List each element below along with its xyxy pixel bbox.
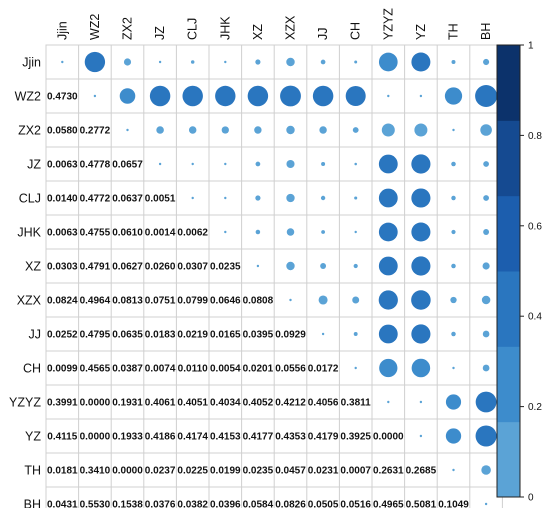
value-label: 0.0063 xyxy=(47,227,78,239)
row-label: XZ xyxy=(25,259,41,274)
correlation-circle xyxy=(150,86,170,106)
value-label: 0.0813 xyxy=(112,295,143,307)
value-label: 0.0074 xyxy=(144,363,176,375)
value-label: 0.0799 xyxy=(177,295,208,307)
correlation-circle xyxy=(254,126,261,133)
correlation-circle xyxy=(483,365,490,372)
value-label: 0.3925 xyxy=(340,431,371,443)
value-label: 0.0556 xyxy=(275,363,306,375)
correlation-circle xyxy=(321,60,326,65)
correlation-circle xyxy=(452,129,454,131)
value-label: 0.0219 xyxy=(177,329,208,341)
value-label: 0.0610 xyxy=(112,227,143,239)
value-label: 0.0826 xyxy=(275,499,306,508)
correlation-circle xyxy=(379,223,398,242)
correlation-circle xyxy=(224,197,226,199)
correlation-circle xyxy=(322,333,324,335)
value-label: 0.5530 xyxy=(79,499,111,508)
value-label: 0.0516 xyxy=(340,499,371,508)
value-label: 0.4772 xyxy=(79,193,111,205)
correlation-circle xyxy=(321,162,325,166)
correlation-circle xyxy=(446,428,461,443)
correlation-circle xyxy=(481,465,491,475)
correlation-circle xyxy=(387,401,389,403)
column-label: JZ xyxy=(153,26,168,40)
value-label: 0.0637 xyxy=(112,193,143,205)
correlation-circle xyxy=(355,367,357,369)
correlation-circle xyxy=(446,394,461,409)
correlation-circle xyxy=(159,163,161,165)
correlation-circle xyxy=(352,297,359,304)
correlation-circle xyxy=(420,95,422,97)
column-label: BH xyxy=(479,22,494,40)
row-labels xyxy=(9,56,42,508)
correlation-circle xyxy=(485,503,487,505)
colorbar-tick-label: 0 xyxy=(528,492,534,504)
colorbar-legend xyxy=(497,41,542,504)
correlation-circle xyxy=(289,299,291,301)
value-label: 0.5081 xyxy=(405,499,437,508)
row-label: ZX2 xyxy=(18,123,41,138)
correlation-circle xyxy=(411,256,430,275)
row-label: XZX xyxy=(16,293,41,308)
correlation-circle xyxy=(420,401,422,403)
correlation-circle xyxy=(483,161,489,167)
value-label: 0.0505 xyxy=(307,499,339,508)
row-label: JZ xyxy=(27,157,41,172)
value-label: 0.1538 xyxy=(112,499,143,508)
value-label: 0.0000 xyxy=(373,431,404,443)
value-label: 0.0376 xyxy=(144,499,176,508)
value-label: 0.4730 xyxy=(47,91,78,103)
correlation-circle xyxy=(411,222,430,241)
correlation-circle xyxy=(420,435,422,437)
correlation-circle xyxy=(321,196,325,200)
column-label: CLJ xyxy=(185,17,200,40)
correlation-circle xyxy=(346,86,366,106)
column-label: WZ2 xyxy=(87,13,102,40)
correlation-circle xyxy=(354,61,357,64)
colorbar-segment xyxy=(497,196,520,272)
correlation-circle xyxy=(287,228,295,236)
correlation-circle xyxy=(411,188,430,207)
value-label: 0.2631 xyxy=(373,465,404,477)
value-label: 0.1933 xyxy=(112,431,143,443)
value-label: 0.4179 xyxy=(307,431,339,443)
correlation-circle xyxy=(120,88,136,104)
correlation-circle xyxy=(313,86,333,106)
column-label: CH xyxy=(348,21,363,40)
value-label: 0.4791 xyxy=(79,261,111,273)
correlation-circle xyxy=(451,162,456,167)
colorbar-segment xyxy=(497,422,520,498)
value-label: 0.0303 xyxy=(47,261,78,273)
value-label: 0.0225 xyxy=(177,465,208,477)
correlation-circle xyxy=(414,123,427,136)
correlation-circle xyxy=(224,231,226,233)
value-label: 0.4795 xyxy=(79,329,111,341)
value-label: 0.0000 xyxy=(112,465,143,477)
correlation-circle xyxy=(248,86,268,106)
correlation-circle xyxy=(450,297,456,303)
correlation-circle xyxy=(354,196,357,199)
value-label: 0.0580 xyxy=(47,125,78,137)
correlation-circle xyxy=(483,262,490,269)
correlation-circle xyxy=(189,126,196,133)
value-label: 0.0014 xyxy=(144,227,176,239)
colorbar-tick-label: 0.6 xyxy=(528,221,542,233)
correlation-circle xyxy=(94,95,96,97)
value-label: 0.0751 xyxy=(144,295,176,307)
correlation-circle xyxy=(483,195,489,201)
value-label: 0.4186 xyxy=(144,431,176,443)
value-label: 0.0110 xyxy=(177,363,208,375)
correlation-circle xyxy=(379,189,398,208)
row-label: BH xyxy=(23,497,41,508)
column-label: TH xyxy=(446,23,461,40)
correlation-circle xyxy=(319,295,328,304)
correlation-circle xyxy=(411,53,430,72)
correlation-circle xyxy=(480,124,492,136)
value-label: 0.4177 xyxy=(242,431,274,443)
correlation-circle xyxy=(354,163,357,166)
colorbar-tick-label: 0.2 xyxy=(528,402,542,414)
value-label: 0.0063 xyxy=(47,159,78,171)
correlation-circle xyxy=(411,290,431,310)
correlation-circle xyxy=(257,265,259,267)
value-label: 0.0000 xyxy=(79,431,111,443)
correlation-circle xyxy=(256,162,261,167)
value-label: 0.0646 xyxy=(210,295,241,307)
correlation-circle xyxy=(451,230,455,234)
value-label: 0.4755 xyxy=(79,227,111,239)
value-label: 0.0000 xyxy=(79,397,111,409)
correlation-circle xyxy=(411,154,430,173)
value-label: 0.0007 xyxy=(340,465,371,477)
colorbar-segment xyxy=(497,45,520,121)
correlation-circle xyxy=(192,163,194,165)
value-label: 0.1931 xyxy=(112,397,143,409)
correlation-circle xyxy=(354,264,358,268)
correlation-circle xyxy=(286,126,294,134)
value-labels xyxy=(47,92,469,508)
value-label: 0.4353 xyxy=(275,431,306,443)
value-label: 0.3811 xyxy=(340,397,371,409)
column-labels xyxy=(55,8,493,40)
value-label: 0.0054 xyxy=(210,363,241,375)
correlation-circle xyxy=(452,60,456,64)
row-label: CH xyxy=(22,361,41,376)
value-label: 0.0457 xyxy=(275,465,306,477)
correlation-circle xyxy=(224,61,226,63)
colorbar-tick-label: 1 xyxy=(528,40,534,52)
row-label: YZ xyxy=(25,429,41,444)
value-label: 0.0183 xyxy=(144,329,176,341)
value-label: 0.3991 xyxy=(47,397,78,409)
value-label: 0.0929 xyxy=(275,329,306,341)
correlation-circle xyxy=(159,61,161,63)
correlation-circle xyxy=(321,230,325,234)
correlation-circle xyxy=(475,85,497,107)
value-label: 0.0307 xyxy=(177,261,208,273)
correlation-circle xyxy=(451,332,455,336)
correlation-circle xyxy=(286,160,294,168)
value-label: 0.4051 xyxy=(177,397,208,409)
correlation-circle xyxy=(255,195,260,200)
correlation-circle xyxy=(255,59,260,64)
correlation-circle xyxy=(379,53,398,72)
correlation-circle xyxy=(382,123,395,136)
column-label: ZX2 xyxy=(120,17,135,40)
correlation-circle xyxy=(222,126,229,133)
value-label: 0.4061 xyxy=(144,397,176,409)
correlation-circle xyxy=(320,263,326,269)
value-label: 0.0387 xyxy=(112,363,143,375)
correlation-circle xyxy=(476,425,497,446)
value-label: 0.0252 xyxy=(47,329,78,341)
correlation-circle xyxy=(483,59,489,65)
value-label: 0.0231 xyxy=(307,465,339,477)
value-label: 0.0201 xyxy=(242,363,274,375)
correlation-circle xyxy=(379,257,398,276)
correlation-circle xyxy=(224,163,226,165)
value-label: 0.1049 xyxy=(438,499,469,508)
value-label: 0.0235 xyxy=(242,465,274,477)
value-label: 0.4965 xyxy=(373,499,404,508)
correlation-circle xyxy=(355,231,357,233)
column-label: YZYZ xyxy=(381,8,396,40)
value-label: 0.0172 xyxy=(307,363,339,375)
value-label: 0.4034 xyxy=(210,397,241,409)
correlation-circle xyxy=(451,196,455,200)
value-label: 0.0140 xyxy=(47,193,78,205)
correlation-circle xyxy=(379,325,398,344)
value-label: 0.0165 xyxy=(210,329,241,341)
value-label: 0.0808 xyxy=(242,295,274,307)
value-label: 0.0395 xyxy=(242,329,274,341)
correlation-circle xyxy=(319,126,326,133)
correlation-circle xyxy=(215,86,235,106)
value-label: 0.0181 xyxy=(47,465,78,477)
colorbar-tick-label: 0.8 xyxy=(528,130,542,142)
value-label: 0.4115 xyxy=(47,431,78,443)
column-label: XZ xyxy=(250,24,265,40)
value-label: 0.4964 xyxy=(79,295,111,307)
correlation-circle xyxy=(452,469,454,471)
value-label: 0.0260 xyxy=(144,261,176,273)
correlation-circle xyxy=(411,324,430,343)
value-label: 0.0199 xyxy=(210,465,241,477)
correlation-circle xyxy=(85,52,105,72)
column-label: JHK xyxy=(218,16,233,40)
value-label: 0.4174 xyxy=(177,431,208,443)
value-label: 0.0584 xyxy=(242,499,274,508)
value-label: 0.4778 xyxy=(79,159,111,171)
row-label: TH xyxy=(24,463,41,478)
row-label: YZYZ xyxy=(9,395,41,410)
value-label: 0.4056 xyxy=(307,397,339,409)
correlation-circle xyxy=(412,359,431,378)
value-label: 0.0657 xyxy=(112,159,143,171)
correlation-circle xyxy=(286,194,294,202)
column-label: JJ xyxy=(316,27,331,40)
colorbar-tick-label: 0.4 xyxy=(528,311,542,323)
value-label: 0.4052 xyxy=(242,397,274,409)
column-label: XZX xyxy=(283,15,298,40)
row-label: JHK xyxy=(17,225,41,240)
value-label: 0.0382 xyxy=(177,499,208,508)
correlation-circle xyxy=(452,367,454,369)
value-label: 0.4565 xyxy=(79,363,111,375)
correlation-circle xyxy=(156,126,164,134)
value-label: 0.0627 xyxy=(112,261,143,273)
correlation-circle xyxy=(353,127,359,133)
value-label: 0.3410 xyxy=(79,465,111,477)
correlation-circle xyxy=(483,229,489,235)
value-label: 0.0635 xyxy=(112,329,143,341)
correlation-circle xyxy=(483,331,490,338)
row-label: JJ xyxy=(28,327,41,342)
correlation-circle xyxy=(354,332,358,336)
row-label: WZ2 xyxy=(14,89,41,104)
value-label: 0.0396 xyxy=(210,499,241,508)
correlation-circle xyxy=(445,87,462,104)
correlation-circle xyxy=(482,296,491,305)
correlation-circle xyxy=(379,359,397,377)
colorbar-segment xyxy=(497,271,520,347)
value-label: 0.0099 xyxy=(47,363,78,375)
value-label: 0.0062 xyxy=(177,227,208,239)
value-label: 0.0237 xyxy=(144,465,176,477)
correlation-circle xyxy=(451,264,456,269)
row-label: Jjin xyxy=(22,55,41,70)
value-label: 0.0235 xyxy=(210,261,241,273)
value-label: 0.4212 xyxy=(275,397,306,409)
correlation-circle xyxy=(192,197,194,199)
value-label: 0.0051 xyxy=(144,193,176,205)
column-label: Jjin xyxy=(55,21,70,40)
correlation-circle xyxy=(61,61,63,63)
value-label: 0.0824 xyxy=(47,295,78,307)
correlation-circle xyxy=(379,290,398,309)
value-label: 0.2685 xyxy=(405,465,437,477)
correlation-circle xyxy=(182,86,202,106)
column-label: YZ xyxy=(413,24,428,40)
colorbar-segment xyxy=(497,120,520,196)
correlation-circle xyxy=(124,58,131,65)
row-label: CLJ xyxy=(18,191,41,206)
correlation-circle xyxy=(286,58,294,66)
correlation-circle xyxy=(286,262,294,270)
correlation-circle xyxy=(256,230,261,235)
correlation-circle xyxy=(191,60,195,64)
colorbar-segment xyxy=(497,346,520,422)
value-label: 0.4153 xyxy=(210,431,241,443)
correlation-circle xyxy=(280,86,301,107)
correlation-circle xyxy=(379,155,398,174)
correlation-circle xyxy=(387,95,389,97)
value-label: 0.0431 xyxy=(47,499,78,508)
correlation-circle xyxy=(126,129,128,131)
value-label: 0.2772 xyxy=(79,125,111,137)
correlation-circle xyxy=(476,392,497,413)
